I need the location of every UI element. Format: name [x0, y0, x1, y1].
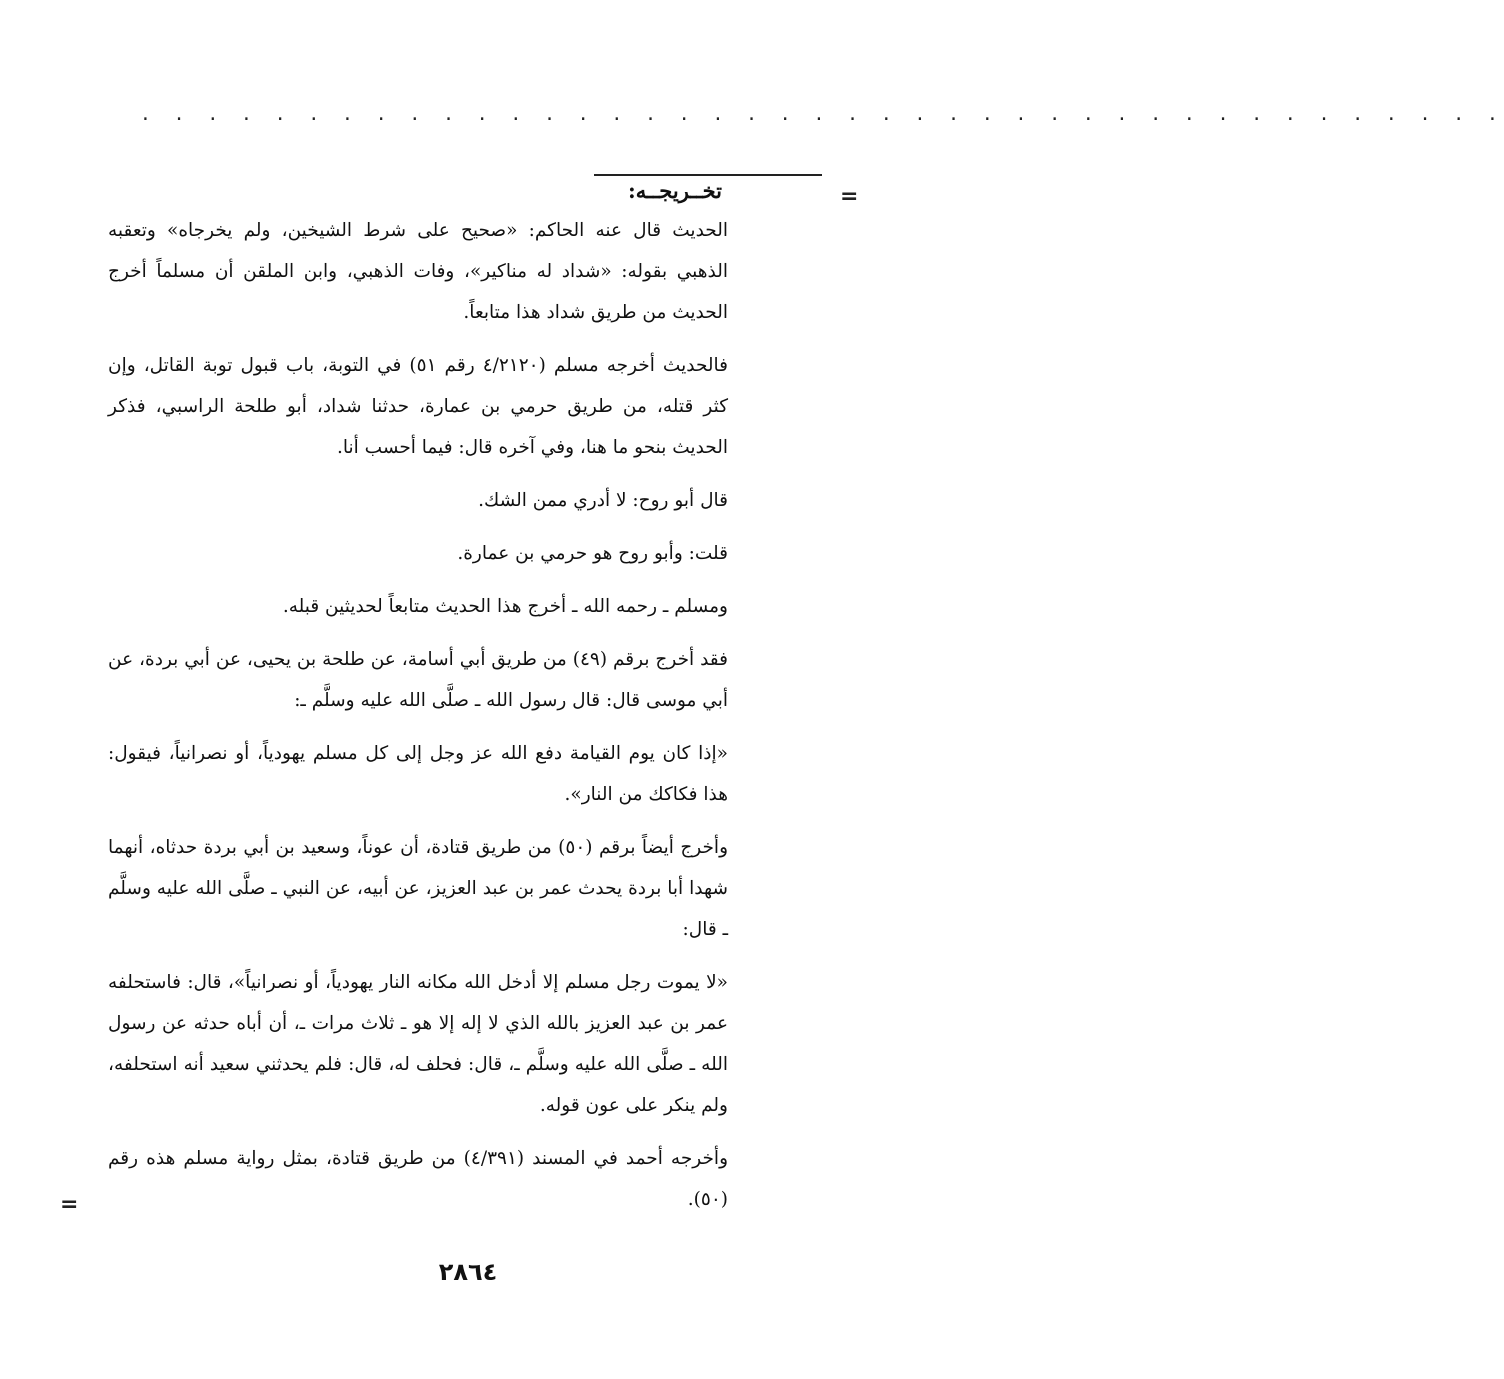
paragraph-abu-rawh-doubt: قال أبو روح: لا أدري ممن الشك. [478, 490, 728, 511]
page-number: ٢٨٦٤ [438, 1258, 498, 1286]
paragraph-ahmad-musnad: وأخرجه أحمد في المسند (٤/٣٩١) من طريق قتادة، بمثل رواية مسلم هذه رقم (٥٠). [108, 1148, 728, 1210]
section-heading: تخــريجــه: [627, 178, 722, 203]
paragraph-hadith-49-chain: فقد أخرج برقم (٤٩) من طريق أبي أسامة، عن طلحة بن يحيى، عن أبي بردة، عن أبي موسى قال: قال رسول الله ـ صلَّى الله عليه وسلَّم ـ: [108, 649, 728, 711]
margin-mark-left: = [60, 1192, 79, 1217]
paragraph-muslim-mutabaa: ومسلم ـ رحمه الله ـ أخرج هذا الحديث متابعاً لحديثين قبله. [282, 596, 728, 617]
paragraph-hadith-49-text: «إذا كان يوم القيامة دفع الله عز وجل إلى كل مسلم يهودياً، أو نصرانياً، فيقول: هذا فكاكك من النار». [108, 743, 728, 805]
paragraph-hadith-50-text: «لا يموت رجل مسلم إلا أدخل الله مكانه النار يهودياً، أو نصرانياً»، قال: فاستحلفه عمر بن عبد العزيز بالله الذي لا إله إلا هو ـ ثلاث مرات ـ، أن أباه حدثه عن رسول الله ـ صلَّى الله عليه وسلَّم ـ، قال: فحلف له، قال: فلم يحدثني سعيد أنه استحلفه، ولم ينكر على عون قوله. [108, 972, 728, 1116]
margin-mark-right: = [840, 184, 859, 209]
paragraph-hadith-50-chain: وأخرج أيضاً برقم (٥٠) من طريق قتادة، أن عوناً، وسعيد بن أبي بردة حدثاه، أنهما شهدا أبا بردة يحدث عمر بن عبد العزيز، عن أبيه، عن النبي ـ صلَّى الله عليه وسلَّم ـ قال: [108, 837, 729, 940]
paragraph-abu-rawh-identity: قلت: وأبو روح هو حرمي بن عمارة. [457, 543, 728, 564]
commentary-block [108, 172, 728, 1232]
dotted-separator: . . . . . . . . . . . . . . . . . . . . . . . . . . . . . . . . . . . . . . . . . [140, 104, 1504, 125]
paragraph-hakim-grading: الحديث قال عنه الحاكم: «صحيح على شرط الشيخين، ولم يخرجاه» وتعقبه الذهبي بقوله: «شداد له مناكير»، وفات الذهبي، وابن الملقن أن مسلماً أخرج الحديث من طريق شداد هذا متابعاً. [108, 220, 728, 323]
paragraph-muslim-source: فالحديث أخرجه مسلم (٤/٢١٢٠ رقم ٥١) في التوبة، باب قبول توبة القاتل، وإن كثر قتله، من طريق حرمي بن عمارة، حدثنا شداد، أبو طلحة الراسبي، فذكر الحديث بنحو ما هنا، وفي آخره قال: فيما أحسب أنا. [108, 355, 729, 458]
